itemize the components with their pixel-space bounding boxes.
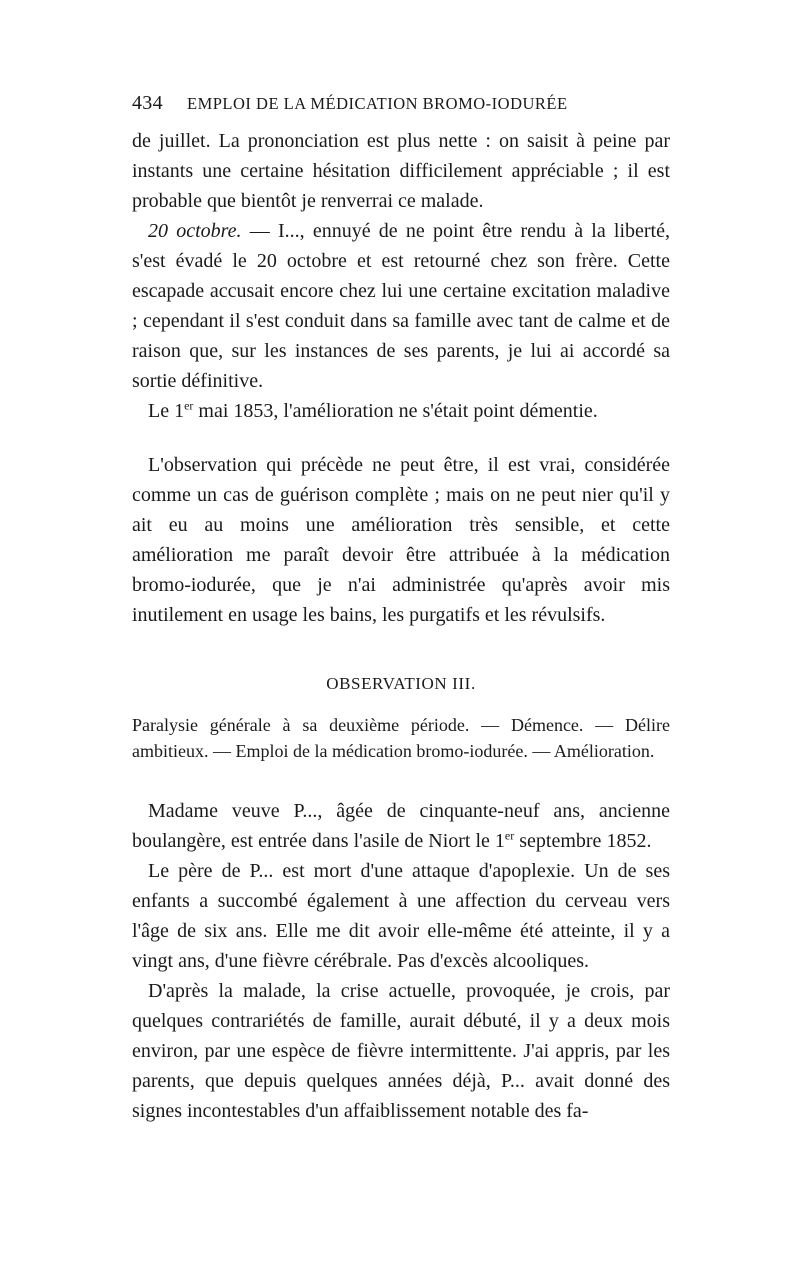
spacer xyxy=(132,426,670,450)
observation-summary-text: Paralysie générale à sa deuxième période. — Démence. — Délire ambitieux. — Emploi de la médication bromo-iodurée. — Amélioration. xyxy=(132,715,670,761)
paragraph-2-date: 20 octobre. xyxy=(148,220,242,242)
paragraph-2-text: — I..., ennuyé de ne point être rendu à la liberté, s'est évadé le 20 octobre et est retourné chez son frère. Cette escapade accusait encore chez lui une certaine excitation maladive ; cependant il s'est conduit dans sa famille avec tant de calme et de raison que, sur les instances de ses parents, je lui ai accordé sa sortie définitive. xyxy=(132,220,670,392)
book-page xyxy=(132,92,670,1126)
running-title: EMPLOI DE LA MÉDICATION BROMO-IODURÉE xyxy=(187,94,568,113)
paragraph-3 xyxy=(132,396,670,426)
spacer xyxy=(132,764,670,796)
paragraph-1: de juillet. La prononciation est plus nette : on saisit à peine par instants une certaine hésitation difficilement appréciable ; il est probable que bientôt je renverrai ce malade. xyxy=(132,130,670,212)
paragraph-4: L'observation qui précède ne peut être, il est vrai, considérée comme un cas de guérison complète ; mais on ne peut nier qu'il y ait eu au moins une amélioration très sensible, et cette amélioration me paraît devoir être attribuée à la médication bromo-iodurée, que je n'ai administrée qu'après avoir mis inutilement en usage les bains, les purgatifs et les révulsifs. xyxy=(132,454,670,626)
paragraph-3-end: mai 1853, l'amélioration ne s'était point démentie. xyxy=(193,400,598,422)
observation-heading: OBSERVATION III. xyxy=(326,674,476,693)
observation-summary xyxy=(132,712,670,764)
paragraph-7: D'après la malade, la crise actuelle, provoquée, je crois, par quelques contrariétés de famille, aurait débuté, il y a deux mois environ, par une espèce de fièvre intermittente. J'ai appris, par les parents, que depuis quelques années déjà, P... avait donné des signes incontestables d'un affaiblissement notable des fa- xyxy=(132,980,670,1122)
body-text-bottom xyxy=(132,796,670,1126)
body-text-top xyxy=(132,126,670,630)
paragraph-5 xyxy=(132,796,670,856)
paragraph-3-superscript: er xyxy=(184,398,194,413)
paragraph-3-start: Le 1 xyxy=(148,400,185,422)
paragraph-5-end: septembre 1852. xyxy=(514,830,652,852)
paragraph-5-superscript: er xyxy=(504,828,515,843)
paragraph-5-start: Madame veuve P..., âgée de cinquante-neuf ans, ancienne boulangère, est entrée dans l'asile de Niort le 1 xyxy=(132,800,670,852)
paragraph-2 xyxy=(132,216,670,396)
page-number: 434 xyxy=(132,92,163,114)
running-header xyxy=(132,92,670,126)
paragraph-6: Le père de P... est mort d'une attaque d'apoplexie. Un de ses enfants a succombé également à une affection du cerveau vers l'âge de six ans. Elle me dit avoir elle-même été atteinte, il y a vingt ans, d'une fièvre cérébrale. Pas d'excès alcooliques. xyxy=(132,860,670,972)
